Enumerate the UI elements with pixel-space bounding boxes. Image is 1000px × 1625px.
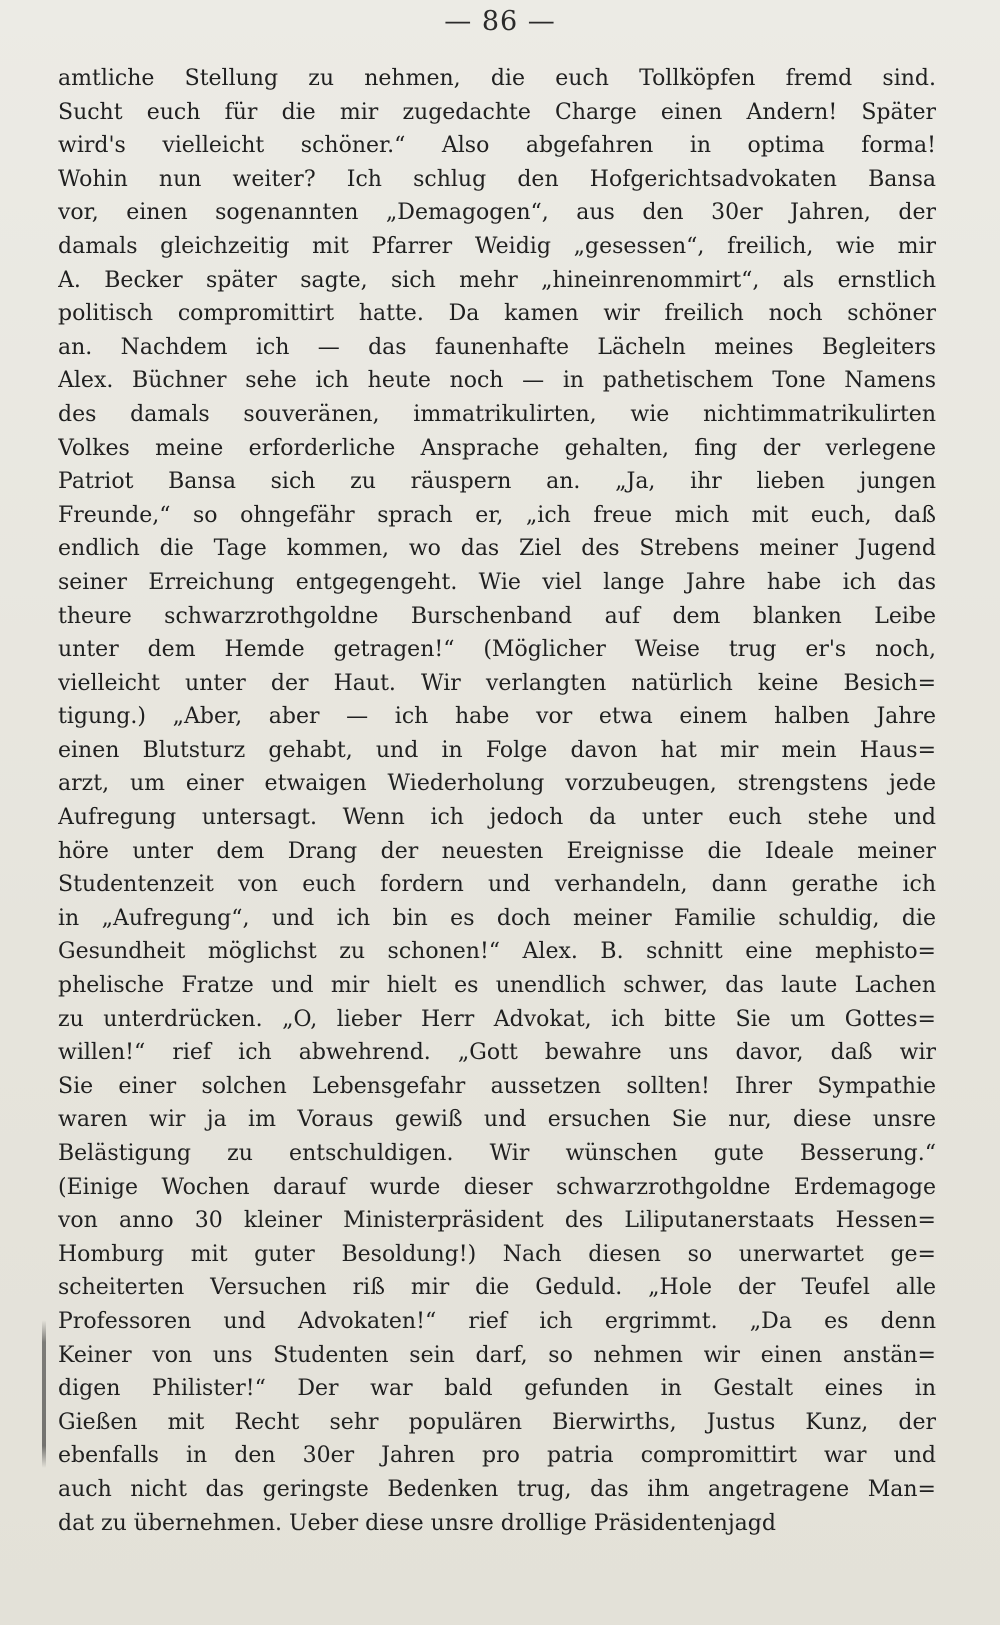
text-line: (Einige Wochen darauf wurde dieser schwarzrothgoldne Erdemagoge (58, 1174, 936, 1200)
text-line: Freunde,“ so ohngefähr sprach er, „ich freue mich mit euch, daß (58, 502, 936, 528)
text-line: Aufregung untersagt. Wenn ich jedoch da unter euch stehe und (58, 805, 936, 831)
text-line: zu unterdrücken. „O, lieber Herr Advokat, ich bitte Sie um Gottes= (58, 1006, 936, 1032)
text-line: scheiterten Versuchen riß mir die Geduld. „Hole der Teufel alle (58, 1275, 936, 1301)
text-line: Professoren und Advokaten!“ rief ich ergrimmt. „Da es denn (58, 1308, 936, 1334)
text-line: politisch compromittirt hatte. Da kamen wir freilich noch schöner (58, 301, 936, 327)
text-line: unter dem Hemde getragen!“ (Möglicher Weise trug er's noch, (58, 637, 936, 663)
text-line: auch nicht das geringste Bedenken trug, das ihm angetragene Man= (58, 1476, 936, 1502)
text-line: vor, einen sogenannten „Demagogen“, aus den 30er Jahren, der (58, 200, 936, 226)
text-line: Belästigung zu entschuldigen. Wir wünschen gute Besserung.“ (58, 1141, 936, 1166)
text-line: Volkes meine erforderliche Ansprache gehalten, fing der verlegene (58, 435, 936, 461)
text-line: des damals souveränen, immatrikulirten, wie nichtimmatrikulirten (58, 401, 936, 427)
text-line: digen Philister!“ Der war bald gefunden in Gestalt eines in (58, 1376, 936, 1402)
text-line: Sucht euch für die mir zugedachte Charge einen Andern! Später (58, 99, 936, 125)
margin-pencil-mark (42, 1320, 46, 1468)
text-line: wird's vielleicht schöner.“ Also abgefahren in optima forma! (58, 133, 936, 159)
text-line: Wohin nun weiter? Ich schlug den Hofgerichtsadvokaten Bansa (58, 166, 936, 192)
text-line: von anno 30 kleiner Ministerpräsident des Liliputanerstaats Hessen= (58, 1208, 936, 1234)
text-line: Patriot Bansa sich zu räuspern an. „Ja, ihr lieben jungen (58, 469, 936, 495)
text-line: einen Blutsturz gehabt, und in Folge davon hat mir mein Haus= (58, 737, 936, 763)
text-line: Sie einer solchen Lebensgefahr aussetzen sollten! Ihrer Sympathie (58, 1073, 936, 1099)
body-text (58, 62, 936, 1540)
text-line: seiner Erreichung entgegengeht. Wie viel lange Jahre habe ich das (58, 569, 936, 595)
text-line: Studentenzeit von euch fordern und verhandeln, dann gerathe ich (58, 872, 936, 898)
text-line: Gesundheit möglichst zu schonen!“ Alex. B. schnitt eine mephisto= (58, 939, 936, 965)
text-line: tigung.) „Aber, aber — ich habe vor etwa einem halben Jahre (58, 704, 936, 730)
text-line: höre unter dem Drang der neuesten Ereignisse die Ideale meiner (58, 838, 936, 864)
text-line: in „Aufregung“, und ich bin es doch meiner Familie schuldig, die (58, 905, 936, 931)
text-line: willen!“ rief ich abwehrend. „Gott bewahre uns davor, daß wir (58, 1040, 936, 1066)
text-line: Homburg mit guter Besoldung!) Nach diesen so unerwartet ge= (58, 1241, 936, 1267)
text-line: Keiner von uns Studenten sein darf, so nehmen wir einen anstän= (58, 1342, 936, 1368)
page-number: — 86 — (444, 6, 556, 37)
text-line: phelische Fratze und mir hielt es unendlich schwer, das laute Lachen (58, 973, 936, 999)
text-line: an. Nachdem ich — das faunenhafte Lächeln meines Begleiters (58, 334, 936, 360)
text-line: damals gleichzeitig mit Pfarrer Weidig „gesessen“, freilich, wie mir (58, 233, 936, 259)
text-line: Gießen mit Recht sehr populären Bierwirths, Justus Kunz, der (58, 1409, 936, 1435)
text-line: amtliche Stellung zu nehmen, die euch Tollköpfen fremd sind. (58, 66, 936, 91)
text-line: vielleicht unter der Haut. Wir verlangten natürlich keine Besich= (58, 670, 936, 696)
text-line: arzt, um einer etwaigen Wiederholung vorzubeugen, strengstens jede (58, 771, 936, 797)
text-line: ebenfalls in den 30er Jahren pro patria compromittirt war und (58, 1443, 936, 1469)
text-line: theure schwarzrothgoldne Burschenband auf dem blanken Leibe (58, 603, 936, 629)
text-line: dat zu übernehmen. Ueber diese unsre drollige Präsidentenjagd (58, 1510, 776, 1536)
text-line: endlich die Tage kommen, wo das Ziel des Strebens meiner Jugend (58, 536, 936, 562)
text-line: A. Becker später sagte, sich mehr „hineinrenommirt“, als ernstlich (58, 267, 936, 293)
text-line: waren wir ja im Voraus gewiß und ersuchen Sie nur, diese unsre (58, 1107, 936, 1133)
text-line: Alex. Büchner sehe ich heute noch — in pathetischem Tone Namens (58, 368, 936, 394)
